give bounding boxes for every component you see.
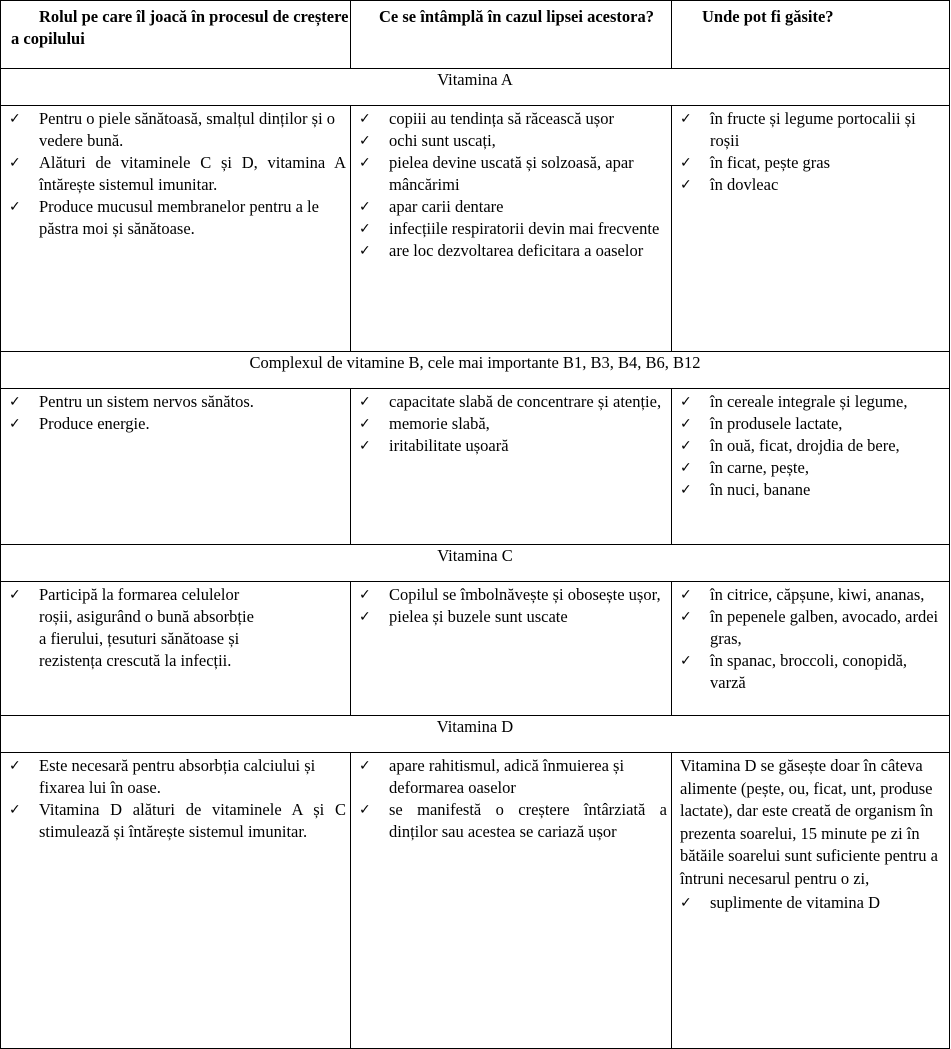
section-title-row xyxy=(1,716,950,753)
deficiency-cell xyxy=(351,753,672,1049)
role-cell xyxy=(1,389,351,545)
check-icon: ✓ xyxy=(359,587,371,603)
check-icon: ✓ xyxy=(680,416,692,432)
header-deficiency: Ce se întâmplă în cazul lipsei acestora? xyxy=(351,1,672,69)
section-content-row xyxy=(1,753,950,1049)
role-cell xyxy=(1,753,351,1049)
list-item: ✓ se manifestă o creștere întârziată a dinților sau acestea se cariază ușor xyxy=(359,800,667,841)
check-icon: ✓ xyxy=(680,895,692,911)
check-icon: ✓ xyxy=(9,111,21,127)
check-icon: ✓ xyxy=(359,155,371,171)
check-icon: ✓ xyxy=(680,482,692,498)
list-item: ✓ în nuci, banane xyxy=(680,480,811,499)
list-item: ✓ în pepenele galben, avocado, ardei gras, xyxy=(680,607,939,648)
list-item: ✓ apare rahitismul, adică înmuierea și deformarea oaselor xyxy=(359,756,625,797)
role-cell xyxy=(1,106,351,352)
sources-cell xyxy=(672,582,950,716)
check-icon: ✓ xyxy=(680,609,692,625)
list-item: ✓ suplimente de vitamina D xyxy=(680,893,881,912)
check-icon: ✓ xyxy=(9,758,21,774)
check-icon: ✓ xyxy=(680,587,692,603)
check-icon: ✓ xyxy=(359,221,371,237)
header-row xyxy=(1,1,950,69)
section-title: Vitamina A xyxy=(1,69,950,106)
section-title: Vitamina D xyxy=(1,716,950,753)
list-item: ✓ are loc dezvoltarea deficitara a oaselor xyxy=(359,241,644,260)
deficiency-cell xyxy=(351,106,672,352)
list-item: ✓ Copilul se îmbolnăvește și obosește ușor, xyxy=(359,585,661,604)
check-icon: ✓ xyxy=(359,394,371,410)
check-icon: ✓ xyxy=(680,111,692,127)
section-content-row xyxy=(1,106,950,352)
check-icon: ✓ xyxy=(680,460,692,476)
check-icon: ✓ xyxy=(359,758,371,774)
list-item: ✓ Produce mucusul membranelor pentru a le păstra moi și sănătoase. xyxy=(9,197,319,238)
list-item: ✓ Alături de vitaminele C și D, vitamina A întărește sistemul imunitar. xyxy=(9,153,346,194)
section-title: Complexul de vitamine B, cele mai importante B1, B3, B4, B6, B12 xyxy=(1,352,950,389)
list-item: ✓ pielea devine uscată și solzoasă, apar mâncărimi xyxy=(359,153,634,194)
check-icon: ✓ xyxy=(680,155,692,171)
list-item: ✓ infecțiile respiratorii devin mai frecvente xyxy=(359,219,660,238)
section-content-row xyxy=(1,389,950,545)
sources-cell xyxy=(672,389,950,545)
section-title-row xyxy=(1,545,950,582)
header-sources: Unde pot fi găsite? xyxy=(672,1,950,69)
list-item: ✓ Participă la formarea celulelor roșii, asigurând o bună absorbție a fierului, țesuturi sănătoase și rezistența crescută la infecții. xyxy=(9,585,254,670)
check-icon: ✓ xyxy=(9,155,21,171)
check-icon: ✓ xyxy=(359,609,371,625)
list-item: ✓ Pentru o piele sănătoasă, smalțul dinților și o vedere bună. xyxy=(9,109,336,150)
check-icon: ✓ xyxy=(680,653,692,669)
list-item: ✓ memorie slabă, xyxy=(359,414,490,433)
list-item: ✓ în citrice, căpșune, kiwi, ananas, xyxy=(680,585,925,604)
sources-cell xyxy=(672,753,950,1049)
list-item: ✓ în spanac, broccoli, conopidă, varză xyxy=(680,651,908,692)
check-icon: ✓ xyxy=(9,199,21,215)
section-title-row xyxy=(1,69,950,106)
list-item: ✓ în dovleac xyxy=(680,175,779,194)
check-icon: ✓ xyxy=(359,133,371,149)
check-icon: ✓ xyxy=(359,199,371,215)
list-item: ✓ în ficat, pește gras xyxy=(680,153,831,172)
list-item: ✓ iritabilitate ușoară xyxy=(359,436,509,455)
check-icon: ✓ xyxy=(680,177,692,193)
check-icon: ✓ xyxy=(9,416,21,432)
section-content-row xyxy=(1,582,950,716)
list-item: ✓ Este necesară pentru absorbția calciului și fixarea lui în oase. xyxy=(9,756,316,797)
list-item: ✓ ochi sunt uscați, xyxy=(359,131,496,150)
sources-paragraph: Vitamina D se găsește doar în câteva alimente (pește, ou, ficat, unt, produse lactate), dar este creată de organism în prezenta soarelui, 15 minute pe zi în bătăile soarelui sunt suficiente pentru a întruni necesarul pentru o zi, xyxy=(680,756,938,888)
check-icon: ✓ xyxy=(680,394,692,410)
deficiency-cell xyxy=(351,582,672,716)
list-item: ✓ pielea și buzele sunt uscate xyxy=(359,607,568,626)
check-icon: ✓ xyxy=(9,802,21,818)
check-icon: ✓ xyxy=(359,111,371,127)
role-cell xyxy=(1,582,351,716)
check-icon: ✓ xyxy=(680,438,692,454)
list-item: ✓ în carne, pește, xyxy=(680,458,809,477)
section-title-row xyxy=(1,352,950,389)
sources-cell xyxy=(672,106,950,352)
list-item: ✓ în fructe și legume portocalii și roșii xyxy=(680,109,916,150)
check-icon: ✓ xyxy=(359,243,371,259)
deficiency-cell xyxy=(351,389,672,545)
list-item: ✓ capacitate slabă de concentrare și atenție, xyxy=(359,392,662,411)
check-icon: ✓ xyxy=(9,587,21,603)
check-icon: ✓ xyxy=(9,394,21,410)
check-icon: ✓ xyxy=(359,416,371,432)
list-item: ✓ în ouă, ficat, drojdia de bere, xyxy=(680,436,900,455)
check-icon: ✓ xyxy=(359,802,371,818)
list-item: ✓ în cereale integrale și legume, xyxy=(680,392,908,411)
list-item: ✓ Pentru un sistem nervos sănătos. xyxy=(9,392,254,411)
list-item: ✓ Produce energie. xyxy=(9,414,150,433)
header-role: Rolul pe care îl joacă în procesul de creștere a copilului xyxy=(1,1,351,69)
list-item: ✓ apar carii dentare xyxy=(359,197,504,216)
list-item: ✓ Vitamina D alături de vitaminele A și C stimulează și întărește sistemul imunitar. xyxy=(9,800,346,841)
section-title: Vitamina C xyxy=(1,545,950,582)
check-icon: ✓ xyxy=(359,438,371,454)
list-item: ✓ copiii au tendința să răcească ușor xyxy=(359,109,614,128)
list-item: ✓ în produsele lactate, xyxy=(680,414,843,433)
